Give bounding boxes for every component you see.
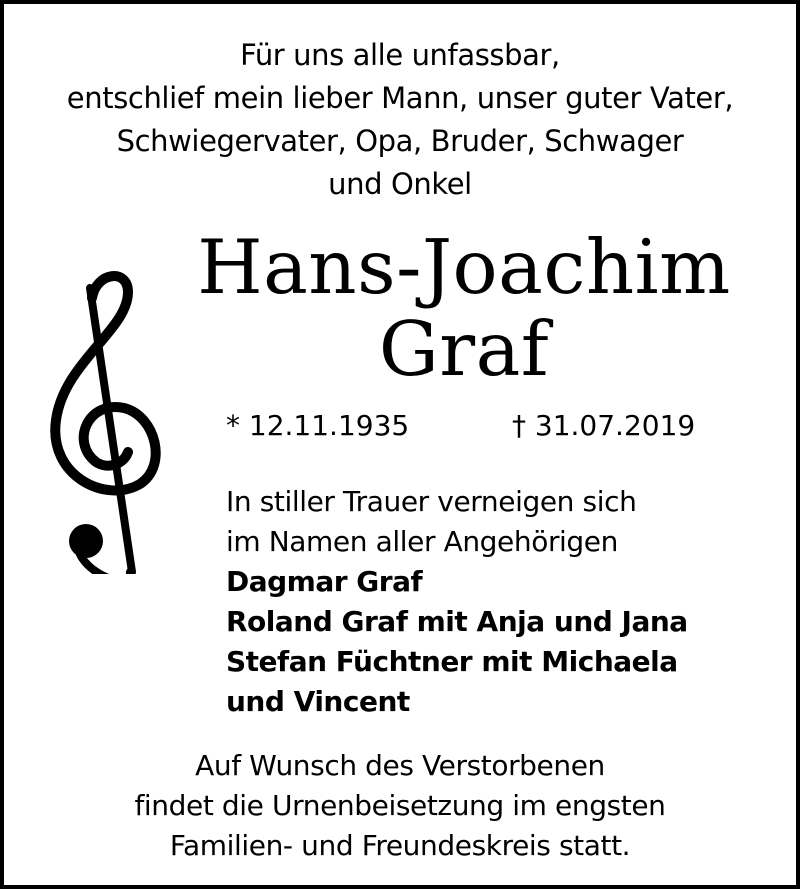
intro-line: Für uns alle unfassbar, bbox=[240, 38, 560, 72]
birth-date: * 12.11.1935 bbox=[226, 409, 410, 442]
mourners-intro-line: im Namen aller Angehörigen bbox=[226, 525, 618, 558]
closing-line: Auf Wunsch des Verstorbenen bbox=[195, 749, 605, 782]
treble-clef-icon bbox=[44, 270, 164, 574]
closing-line: findet die Urnenbeisetzung im engsten bbox=[134, 789, 666, 822]
family-member: Stefan Füchtner mit Michaela bbox=[226, 645, 678, 678]
death-date: † 31.07.2019 bbox=[512, 409, 696, 442]
intro-line: und Onkel bbox=[328, 167, 472, 201]
family-member: Dagmar Graf bbox=[226, 565, 423, 598]
family-member: und Vincent bbox=[226, 685, 410, 718]
intro-line: entschlief mein lieber Mann, unser guter Vater, bbox=[66, 81, 734, 115]
closing-text bbox=[4, 746, 796, 866]
mourners-block bbox=[226, 482, 688, 722]
closing-line: Familien- und Freundeskreis statt. bbox=[169, 829, 631, 862]
intro-line: Schwiegervater, Opa, Bruder, Schwager bbox=[116, 124, 684, 158]
intro-text bbox=[4, 34, 796, 206]
family-member: Roland Graf mit Anja und Jana bbox=[226, 605, 688, 638]
mourners-intro-line: In stiller Trauer verneigen sich bbox=[226, 485, 637, 518]
deceased-last-name: Graf bbox=[378, 305, 550, 393]
deceased-first-name: Hans-Joachim bbox=[197, 223, 731, 311]
